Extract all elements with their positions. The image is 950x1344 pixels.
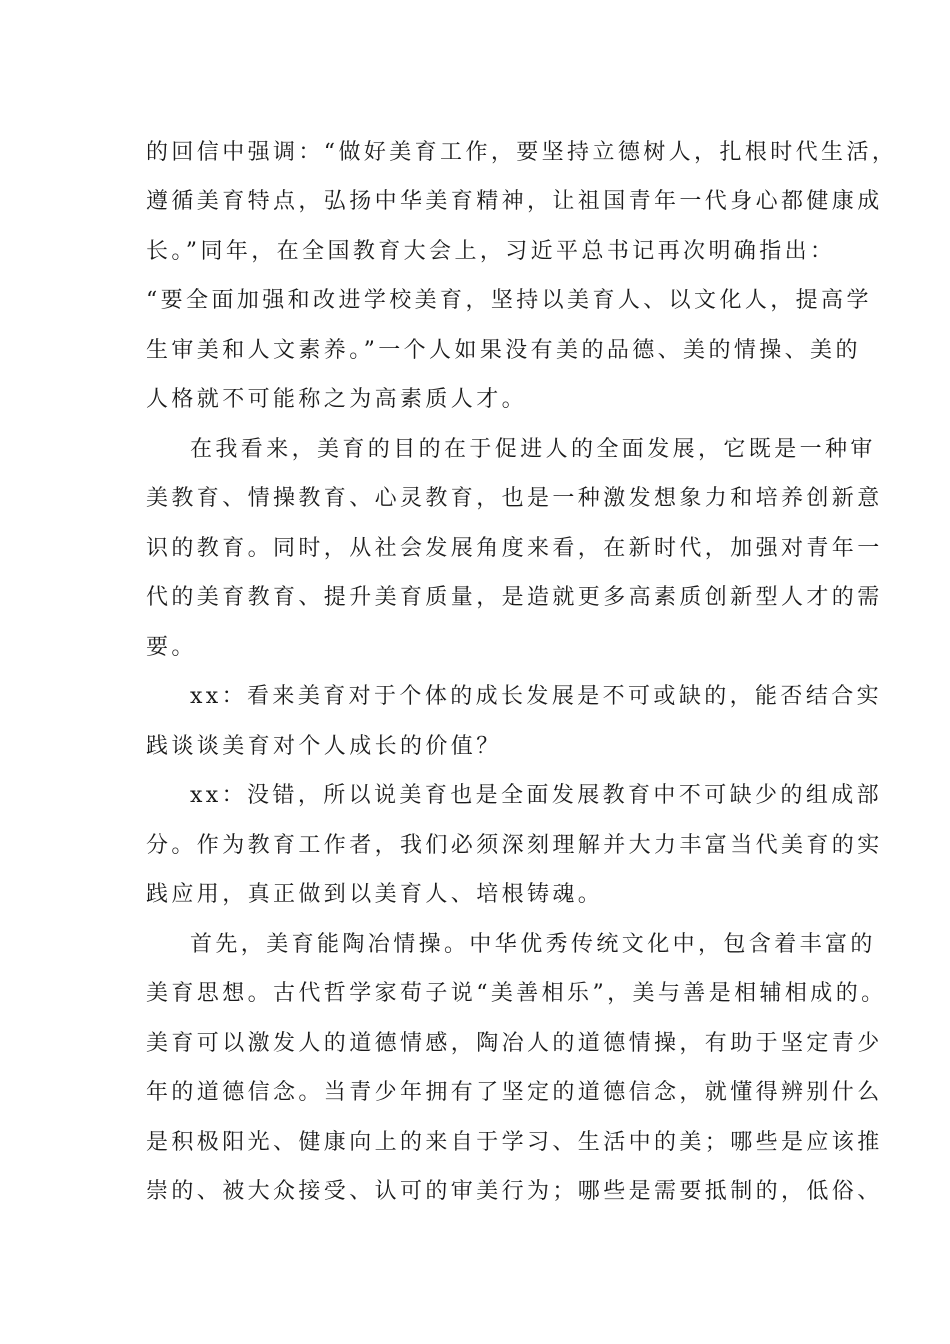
text-line: 代的美育教育、提升美育质量，是造就更多高素质创新型人才的需 xyxy=(146,585,883,610)
text-line: 要。 xyxy=(146,635,197,660)
text-line: 美育可以激发人的道德情感，陶冶人的道德情操，有助于坚定青少 xyxy=(146,1031,883,1056)
text-line: 识的教育。同时，从社会发展角度来看，在新时代，加强对青年一 xyxy=(146,536,883,561)
text-line: 是积极阳光、健康向上的来自于学习、生活中的美；哪些是应该推 xyxy=(146,1130,883,1155)
paragraph-first-line: 在我看来，美育的目的在于促进人的全面发展，它既是一种审 xyxy=(190,437,876,462)
paragraph-first-line: xx：没错，所以说美育也是全面发展教育中不可缺少的组成部 xyxy=(190,783,883,808)
text-line: “要全面加强和改进学校美育，坚持以美育人、以文化人，提高学 xyxy=(146,288,872,313)
text-line: 的回信中强调：“做好美育工作，要坚持立德树人，扎根时代生活， xyxy=(146,140,898,165)
text-line: 美育思想。古代哲学家荀子说“美善相乐”，美与善是相辅相成的。 xyxy=(146,981,887,1006)
text-line: 长。”同年，在全国教育大会上，习近平总书记再次明确指出： xyxy=(146,239,836,264)
text-line: 分。作为教育工作者，我们必须深刻理解并大力丰富当代美育的实 xyxy=(146,833,883,858)
text-line: 践谈谈美育对个人成长的价值？ xyxy=(146,734,502,759)
text-line: 生审美和人文素养。”一个人如果没有美的品德、美的情操、美的 xyxy=(146,338,861,363)
paragraph-first-line: 首先，美育能陶冶情操。中华优秀传统文化中，包含着丰富的 xyxy=(190,932,876,957)
text-line: 年的道德信念。当青少年拥有了坚定的道德信念，就懂得辨别什么 xyxy=(146,1080,883,1105)
text-line: 践应用，真正做到以美育人、培根铸魂。 xyxy=(146,882,604,907)
paragraph-first-line: xx：看来美育对于个体的成长发展是不可或缺的，能否结合实 xyxy=(190,684,883,709)
text-line: 美教育、情操教育、心灵教育，也是一种激发想象力和培养创新意 xyxy=(146,486,883,511)
text-line: 崇的、被大众接受、认可的审美行为；哪些是需要抵制的，低俗、 xyxy=(146,1179,883,1204)
text-line: 遵循美育特点，弘扬中华美育精神，让祖国青年一代身心都健康成 xyxy=(146,189,883,214)
text-line: 人格就不可能称之为高素质人才。 xyxy=(146,387,528,412)
